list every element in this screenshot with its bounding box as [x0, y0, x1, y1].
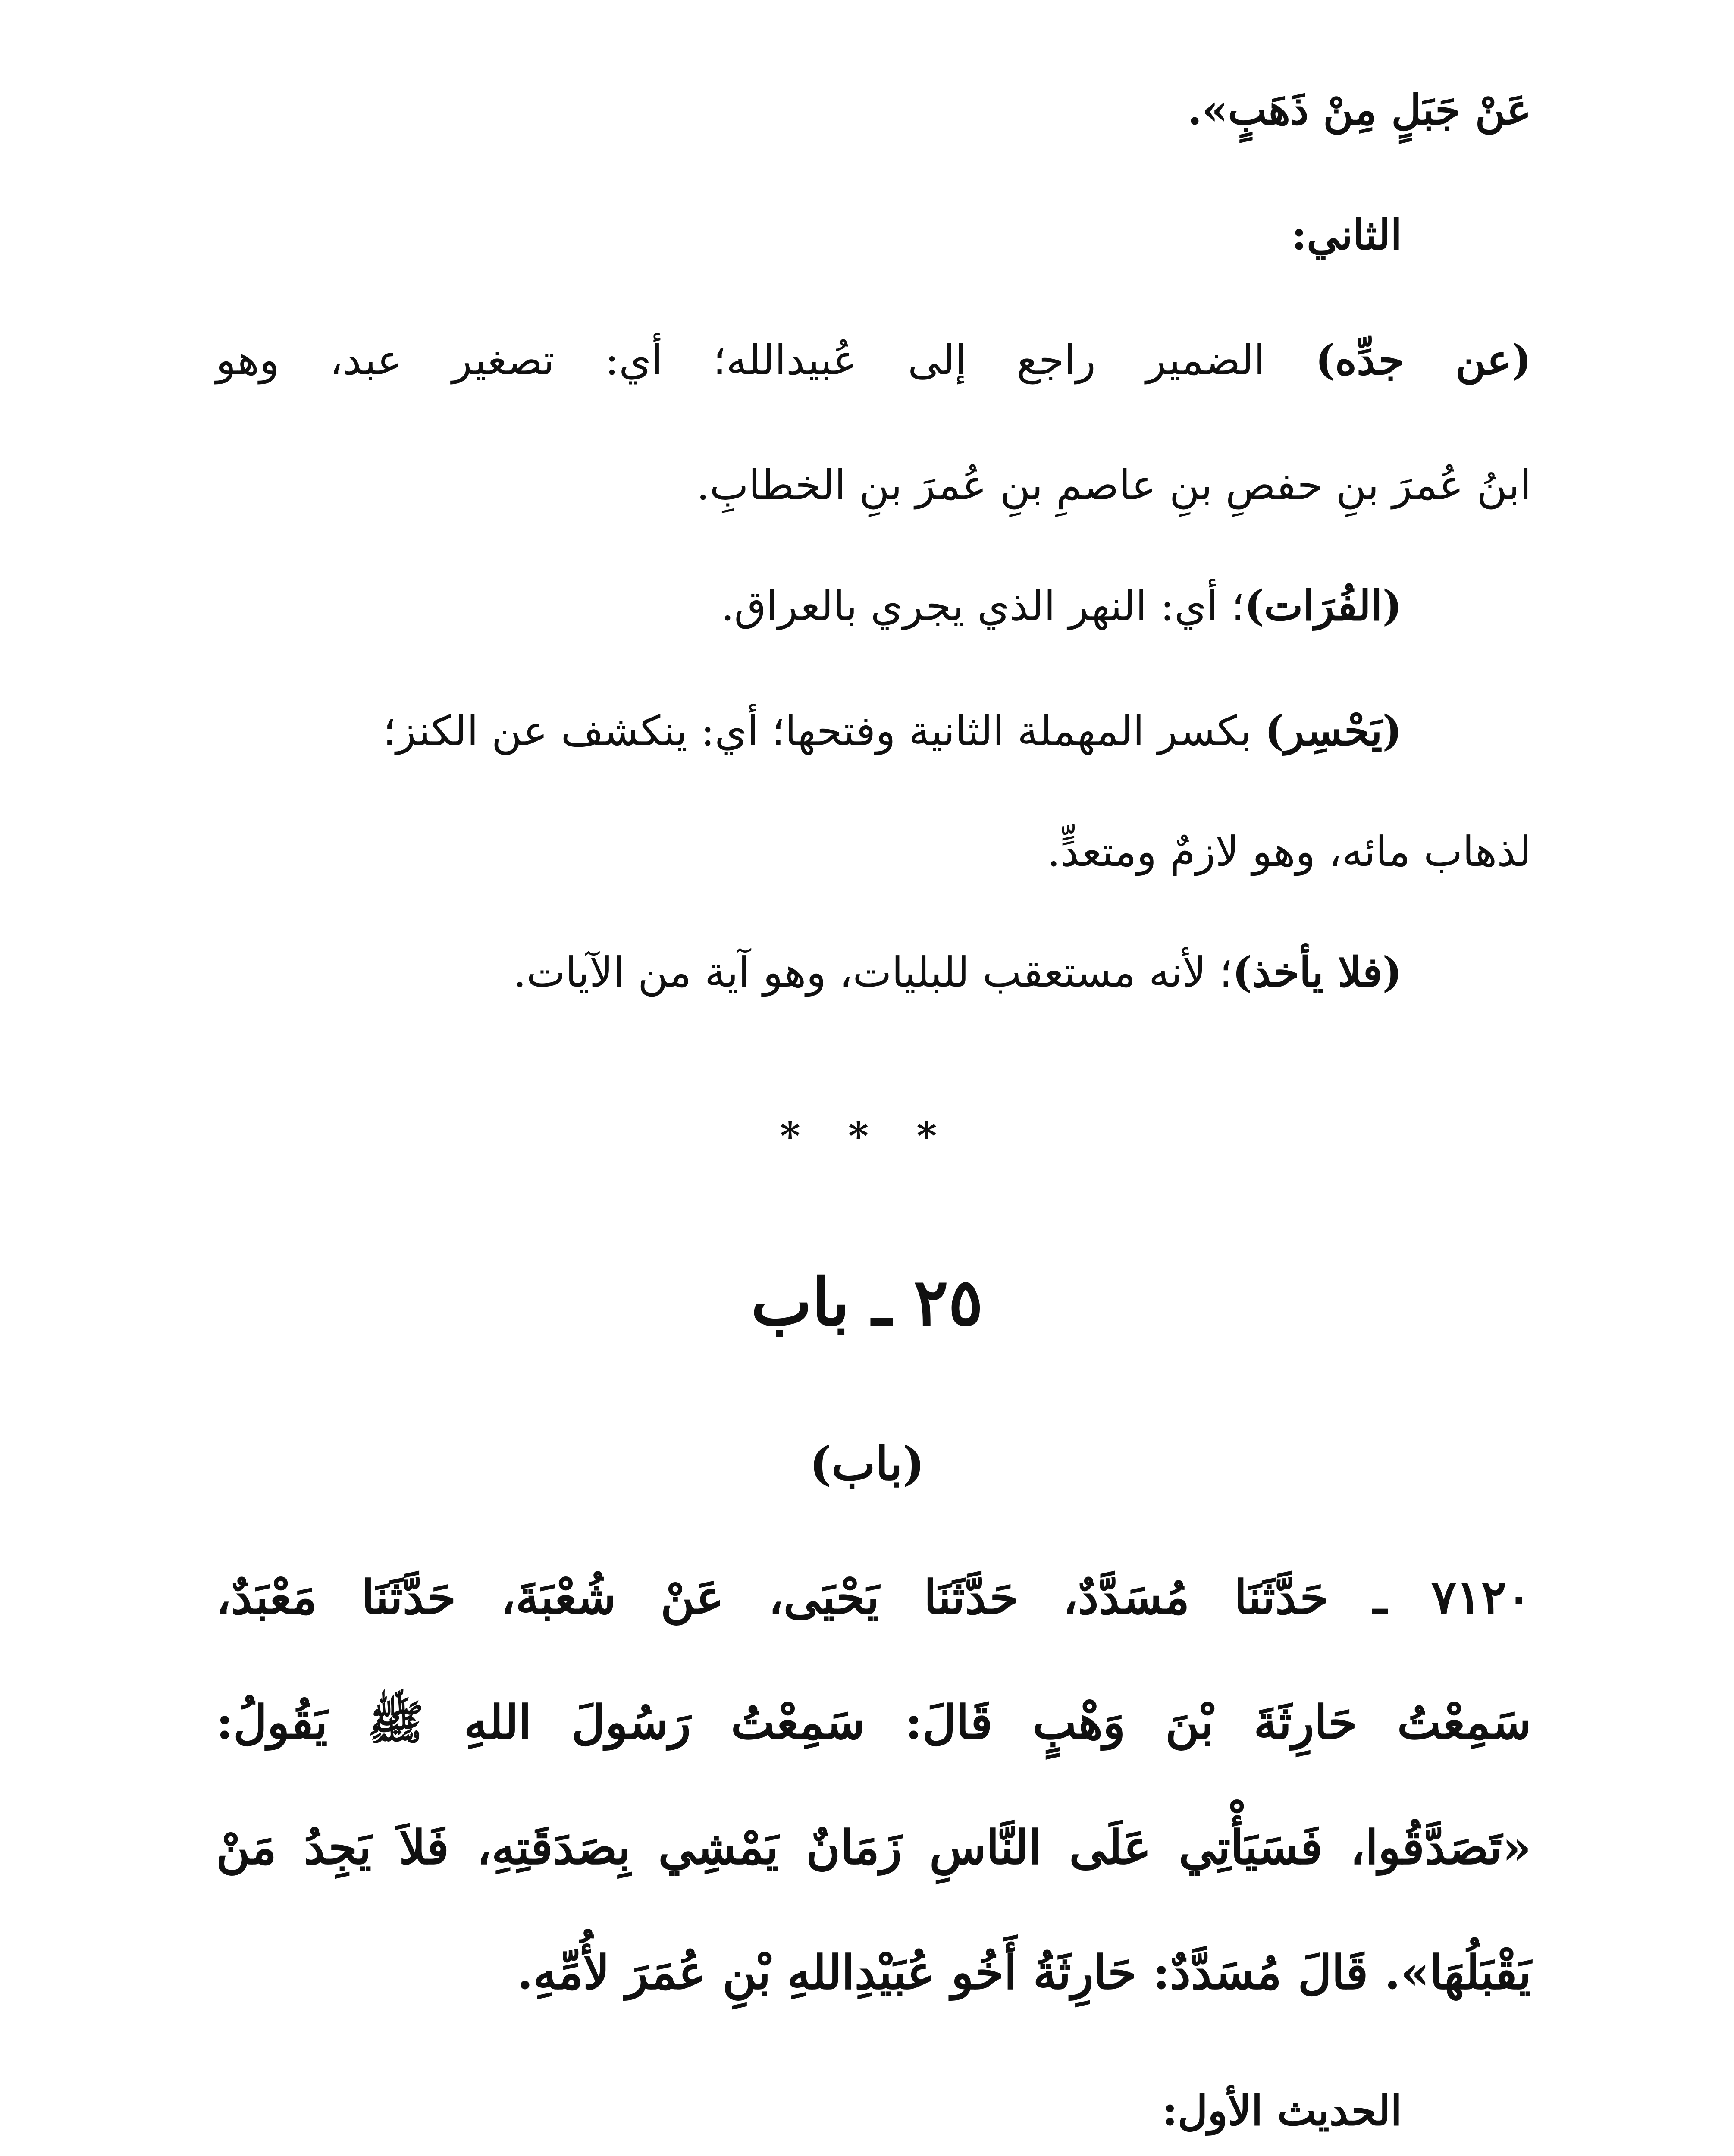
text-line-4	[696, 453, 1531, 517]
commentary-text: لذهاب مائه، وهو لازمٌ ومتعدٍّ.	[1047, 827, 1531, 876]
text-line-6	[87, 699, 1402, 763]
commentary-term: (الفُرَات)	[1244, 581, 1402, 630]
commentary-term: (عن جدِّه)	[1315, 335, 1532, 384]
commentary-text: بكسر المهملة الثانية وفتحها؛ أي: ينكشف عن الكنز؛	[383, 707, 1265, 755]
text-line-5	[721, 573, 1402, 638]
hadith-fragment: عَنْ جَبَلٍ مِنْ ذَهَبٍ».	[1187, 85, 1531, 134]
chapter-title: ٢٥ ـ باب	[751, 1264, 983, 1340]
text-line-7	[1047, 819, 1531, 884]
text-line-1	[1188, 78, 1531, 142]
hadith-line-3: «تَصَدَّقُوا، فَسَيَأْتِي عَلَى النَّاسِ زَمَانٌ يَمْشِي بِصَدَقَتِهِ، فَلاَ يَجِدُ مَنْ	[216, 1821, 1531, 1875]
chapter-subheading: (باب)	[809, 1437, 925, 1491]
commentary-term: (فلا يأخذ)	[1232, 948, 1402, 997]
commentary-text: الضمير راجع إلى عُبيدالله؛ أي: تصغير عبد، وهو	[216, 336, 1316, 384]
commentary-term: (يَحْسِر)	[1264, 706, 1402, 755]
text-line-8	[513, 940, 1402, 1005]
section-label-second	[1292, 203, 1402, 267]
commentary-text: ؛ أي: النهر الذي يجري بالعراق.	[721, 582, 1245, 630]
hadith-line-2: سَمِعْتُ حَارِثَةَ بْنَ وَهْبٍ قَالَ: سَمِعْتُ رَسُولَ اللهِ ﷺ يَقُولُ:	[216, 1695, 1531, 1750]
text-line-3	[216, 328, 1531, 392]
commentary-text: ؛ لأنه مستعقب للبليات، وهو آية من الآيات.	[513, 948, 1232, 997]
section-separator: * * *	[780, 1113, 954, 1159]
section-label-text: الثاني:	[1291, 210, 1402, 259]
hadith-line-1: ٧١٢٠ ـ حَدَّثَنَا مُسَدَّدٌ، حَدَّثَنَا يَحْيَى، عَنْ شُعْبَةَ، حَدَّثَنَا مَعْبَدٌ،	[216, 1570, 1531, 1625]
commentary-text: ابنُ عُمرَ بنِ حفصِ بنِ عاصمِ بنِ عُمرَ بنِ الخطابِ.	[696, 461, 1531, 509]
section-label-first-hadith: الحديث الأول:	[1162, 2086, 1402, 2135]
hadith-line-4: يَقْبَلُهَا». قَالَ مُسَدَّدٌ: حَارِثَةُ أَخُو عُبَيْدِاللهِ بْنِ عُمَرَ لأُمِّهِ.	[517, 1946, 1531, 2000]
